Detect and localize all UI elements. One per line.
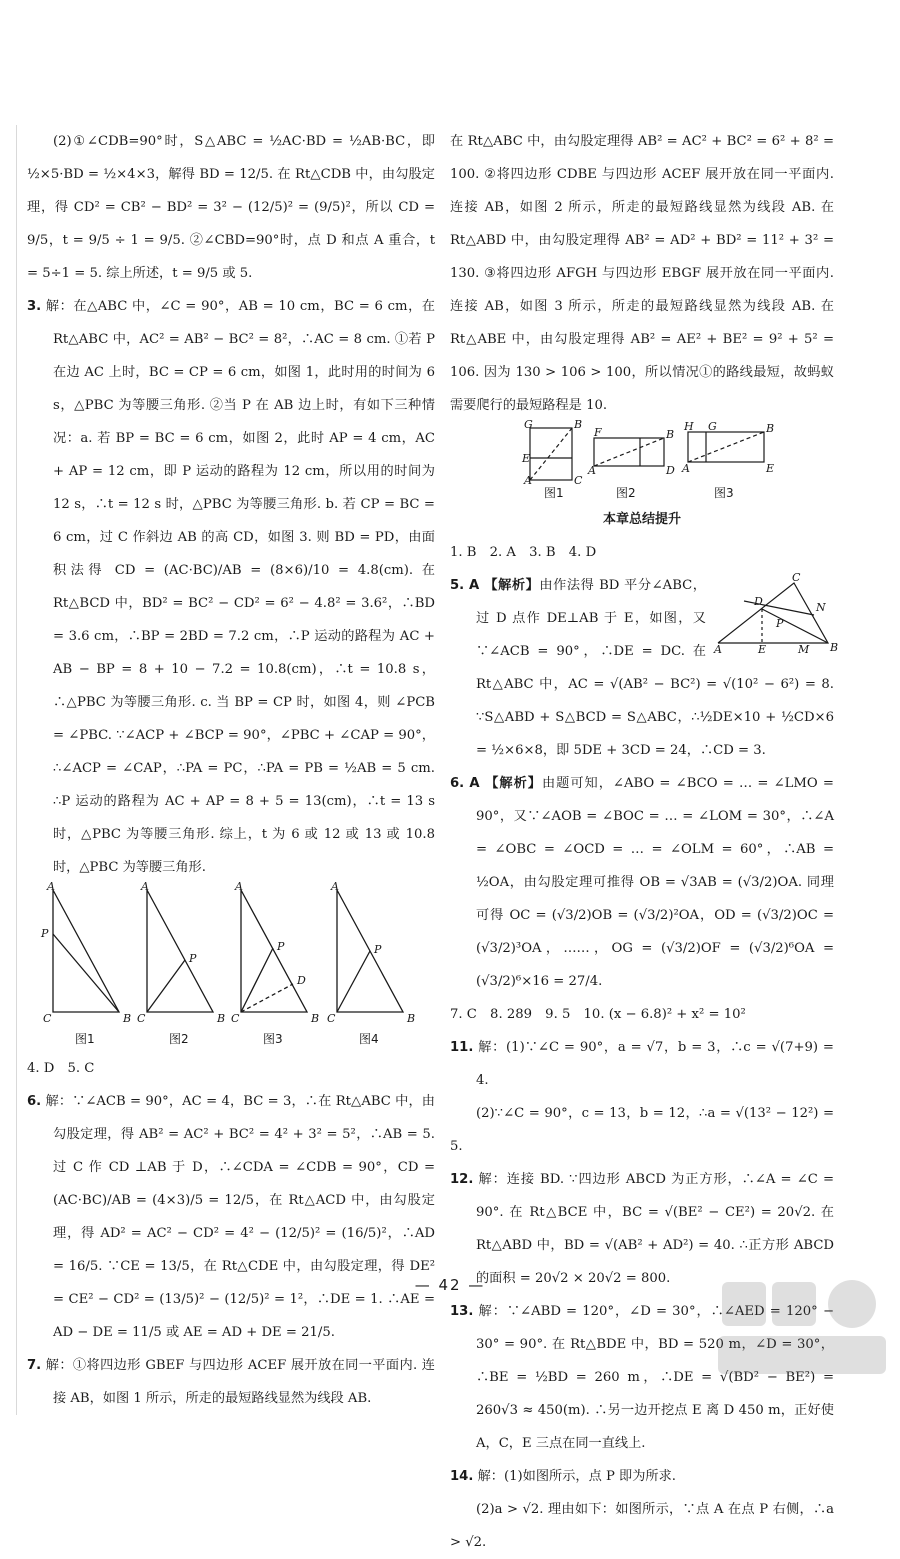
svg-text:P: P: [277, 940, 285, 953]
problem-5-text: 由作法得 BD 平分∠ABC，过 D 点作 DE⊥AB 于 E，如图，又∵∠ACB = 90°，∴DE = DC. 在 Rt△ABC 中，AC = √(AB² − BC²) = √(10² − 6²) = 8. ∵S△ABD + S△BCD = S△ABC，∴½DE×10 + ½CD×6 = ½×6×8，即 5DE + 3CD = 24，∴CD = 3.: [476, 578, 834, 758]
svg-text:B: B: [574, 418, 583, 431]
svg-text:P: P: [189, 952, 197, 965]
problem-number: 7.: [27, 1358, 42, 1373]
svg-text:B: B: [766, 422, 775, 435]
problem-13-text: 解：∵∠ABD = 120°，∠D = 30°，∴∠AED = 120° − 30° = 90°. 在 Rt△BDE 中，BD = 520 m，∠D = 30°，∴BE = ½BD = 260 m，∴DE = √(BD² − BE²) = 260√3 ≈ 450(m). ∴另一边开挖点 E 离 D 450 m，正好使 A，C，E 三点在同一直线上.: [476, 1304, 834, 1451]
problem-11a-text: 解：(1)∵∠C = 90°，a = √7，b = 3，∴c = √(7+9) = 4.: [476, 1040, 834, 1088]
problem-number: 3.: [27, 299, 42, 314]
svg-text:A: A: [714, 643, 722, 656]
svg-text:A: A: [682, 462, 690, 475]
answer-tag: A 【解析】: [468, 578, 540, 593]
unfolding-figures: [450, 418, 834, 502]
svg-text:A: A: [235, 880, 243, 893]
svg-text:C: C: [574, 474, 583, 487]
svg-text:E: E: [766, 462, 775, 475]
svg-text:P: P: [374, 943, 382, 956]
svg-text:C: C: [327, 1012, 336, 1025]
problem-2-part2: (2)①∠CDB=90°时，S△ABC = ½AC·BD = ½AB·BC，即 ½×5·BD = ½×4×3，解得 BD = 12/5. 在 Rt△CDB 中，由勾股定理，得 CD² = CB² − BD² = 3² − (12/5)² = (9/5)²，所以 CD = 9/5，t = 9/5 ÷ 1 = 9/5. ②∠CBD=90°时，点 D 和点 A 重合，t = 5÷1 = 5. 综上所述，t = 9/5 或 5.: [27, 134, 435, 281]
problem-6: [27, 1085, 435, 1349]
problem-number: 11.: [450, 1040, 474, 1055]
problem-12-text: 解：连接 BD. ∵四边形 ABCD 为正方形，∴∠A = ∠C = 90°. 在 Rt△BCE 中，BC = √(BE² − CE²) = 20√2. 在 Rt△ABD 中，BD = √(AB² + AD²) = 40. ∴正方形 ABCD 的面积 = 20√2 × 20√2 = 800.: [476, 1172, 834, 1286]
svg-text:B: B: [123, 1012, 132, 1025]
left-column: [16, 125, 435, 1415]
svg-text:H: H: [684, 420, 694, 433]
svg-text:D: D: [297, 974, 306, 987]
problem-6-text: 由题可知，∠ABO = ∠BCO = … = ∠LMO = 90°，又∵∠AOB = ∠BOC = … = ∠LOM = 30°，∴∠A = ∠OBC = ∠OCD = … = ∠OLM = 60°，∴AB = ½OA，由勾股定理可推得 OB = √3AB = (√3/2)OA. 同理可得 OC = (√3/2)OB = (√3/2)²OA，OD = (√3/2)OC = (√3/2)³OA，……，OG = (√3/2)OF = (√3/2)⁶OA = (√3/2)⁶×16 = 27/4.: [476, 776, 834, 989]
figure-2-label: 图2: [616, 486, 636, 500]
problem-number: 13.: [450, 1304, 474, 1319]
svg-text:A: A: [331, 880, 339, 893]
figure-4-label: 图4: [359, 1032, 379, 1046]
problem-7-continued: 在 Rt△ABC 中，由勾股定理得 AB² = AC² + BC² = 6² + 8² = 100. ②将四边形 CDBE 与四边形 ACEF 展开放在同一平面内. 连接 AB，如图 2 所示，所走的最短路线显然为线段 AB. 在 Rt△ABD 中，由勾股定理得 AB² = AD² + BD² = 11² + 3² = 130. ③将四边形 AFGH 与四边形 EBGF 展开放在同一平面内. 连接 AB，如图 3 所示，所走的最短路线显然为线段 AB. 在 Rt△ABE 中，由勾股定理得 AB² = AE² + BE² = 9² + 5² = 106. 因为 130 > 106 > 100，所以情况①的路线最短，故蚂蚁需要爬行的最短路程是 10.: [450, 134, 834, 413]
figure-3-label: 图3: [263, 1032, 283, 1046]
problem-11: [450, 1031, 834, 1097]
svg-text:B: B: [666, 428, 675, 441]
svg-text:C: C: [43, 1012, 52, 1025]
problem-6-text: 解：∵∠ACB = 90°，AC = 4，BC = 3，∴在 Rt△ABC 中，由勾股定理，得 AB² = AC² + BC² = 4² + 3² = 5²，∴AB = 5. 过 C 作 CD ⊥AB 于 D，∴∠CDA = ∠CDB = 90°，CD = (AC·BC)/AB = (4×3)/5 = 12/5，在 Rt△ACD 中，由勾股定理，得 AD² = AC² − CD² = 4² − (12/5)² = (16/5)²，∴AD = 16/5. ∵CE = 13/5，在 Rt△CDE 中，由勾股定理，得 DE² = CE² − CD² = (13/5)² − (12/5)² = 1²，∴DE = 1. ∴AE = AD − DE = 11/5 或 AE = AD + DE = 21/5.: [45, 1094, 435, 1340]
svg-text:C: C: [792, 571, 801, 584]
problem-14b: (2)a > √2. 理由如下：如图所示，∵点 A 在点 P 右侧，∴a > √2.: [450, 1502, 834, 1550]
svg-text:F: F: [594, 426, 602, 439]
unfolding-diagrams: [450, 418, 834, 488]
svg-text:M: M: [798, 643, 810, 656]
problem-3-text: 解：在△ABC 中，∠C = 90°，AB = 10 cm，BC = 6 cm，在 Rt△ABC 中，AC² = AB² − BC² = 8²，∴AC = 8 cm. ①若 P 在边 AC 上时，BC = CP = 6 cm，如图 1，此时用的时间为 6 s，△PBC 为等腰三角形. ②当 P 在 AB 边上时，有如下三种情况：a. 若 BP = BC = 6 cm，如图 2，此时 AP = 4 cm，AC + AP = 12 cm，即 P 运动的路程为 12 cm，所以用的时间为 12 s，∴t = 12 s 时，△PBC 为等腰三角形. b. 若 CP = BC = 6 cm，过 C 作斜边 AB 的高 CD，如图 3. 则 BD = PD，由面积法得 CD = (AC·BC)/AB = (8×6)/10 = 4.8(cm). 在 Rt△BCD 中，BD² = BC² − CD² = 6² − 4.8² = 3.6²，∴BD = 3.6 cm，∴BP = 2BD = 7.2 cm，∴P 运动的路程为 AC + AB − BP = 8 + 10 − 7.2 = 10.8(cm)，∴t = 10.8 s，∴△PBC 为等腰三角形. c. 当 BP = CP 时，如图 4，则 ∠PCB = ∠PBC. ∵∠ACP + ∠BCP = 90°，∠PBC + ∠CAP = 90°，∴∠ACP = ∠CAP，∴PA = PC，∴PA = PB = ½AB = 5 cm. ∴P 运动的路程为 AC + AP = 8 + 5 = 13(cm)，∴t = 13 s 时，△PBC 为等腰三角形. 综上，t 为 6 或 12 或 13 或 10.8 时，△PBC 为等腰三角形.: [45, 299, 435, 875]
svg-text:P: P: [776, 617, 784, 630]
svg-text:G: G: [524, 418, 533, 431]
problem-number: 6.: [450, 776, 465, 791]
figure-1-label: 图1: [544, 486, 564, 500]
answers-4-5: 4. D 5. C: [27, 1061, 95, 1076]
watermark-logo: [712, 1274, 892, 1384]
problem-14: [450, 1460, 834, 1493]
answer-tag: A 【解析】: [469, 776, 542, 791]
svg-text:A: A: [524, 474, 532, 487]
section-title: 本章总结提升: [602, 512, 681, 527]
problem-3: [27, 290, 435, 884]
svg-text:D: D: [666, 464, 675, 477]
problem-6: [450, 767, 834, 998]
page-number: — 42 —: [414, 1276, 486, 1294]
problem-7-text: 解：①将四边形 GBEF 与四边形 ACEF 展开放在同一平面内. 连接 AB，如图 1 所示，所走的最短路线显然为线段 AB.: [45, 1358, 435, 1406]
svg-text:N: N: [816, 601, 826, 614]
svg-text:A: A: [141, 880, 149, 893]
problem-number: 14.: [450, 1469, 474, 1484]
problem-14a-text: 解：(1)如图所示，点 P 即为所求.: [477, 1469, 676, 1484]
svg-text:B: B: [407, 1012, 416, 1025]
problem-7: [27, 1349, 435, 1415]
svg-text:B: B: [830, 641, 839, 654]
problem-number: 5.: [450, 578, 465, 593]
svg-text:A: A: [588, 464, 596, 477]
svg-text:P: P: [41, 927, 49, 940]
problem-5-figure: [714, 571, 839, 656]
svg-text:E: E: [758, 643, 767, 656]
svg-text:C: C: [137, 1012, 146, 1025]
svg-text:C: C: [231, 1012, 240, 1025]
answers-7-10: 7. C 8. 289 9. 5 10. (x − 6.8)² + x² = 10²: [450, 1007, 746, 1022]
triangle-figures: [27, 880, 435, 1034]
svg-text:A: A: [47, 880, 55, 893]
problem-3-figures: [27, 880, 435, 1052]
figure-1-label: 图1: [75, 1032, 95, 1046]
problem-11b: (2)∵∠C = 90°，c = 13，b = 12，∴a = √(13² − 12²) = 5.: [450, 1106, 834, 1154]
svg-text:B: B: [311, 1012, 320, 1025]
svg-text:B: B: [217, 1012, 226, 1025]
svg-text:E: E: [522, 452, 531, 465]
problem-number: 12.: [450, 1172, 474, 1187]
svg-text:G: G: [708, 420, 717, 433]
answers-1-4: 1. B 2. A 3. B 4. D: [450, 545, 597, 560]
svg-text:D: D: [754, 595, 763, 608]
problem-number: 6.: [27, 1094, 42, 1109]
figure-3-label: 图3: [714, 486, 734, 500]
figure-2-label: 图2: [169, 1032, 189, 1046]
